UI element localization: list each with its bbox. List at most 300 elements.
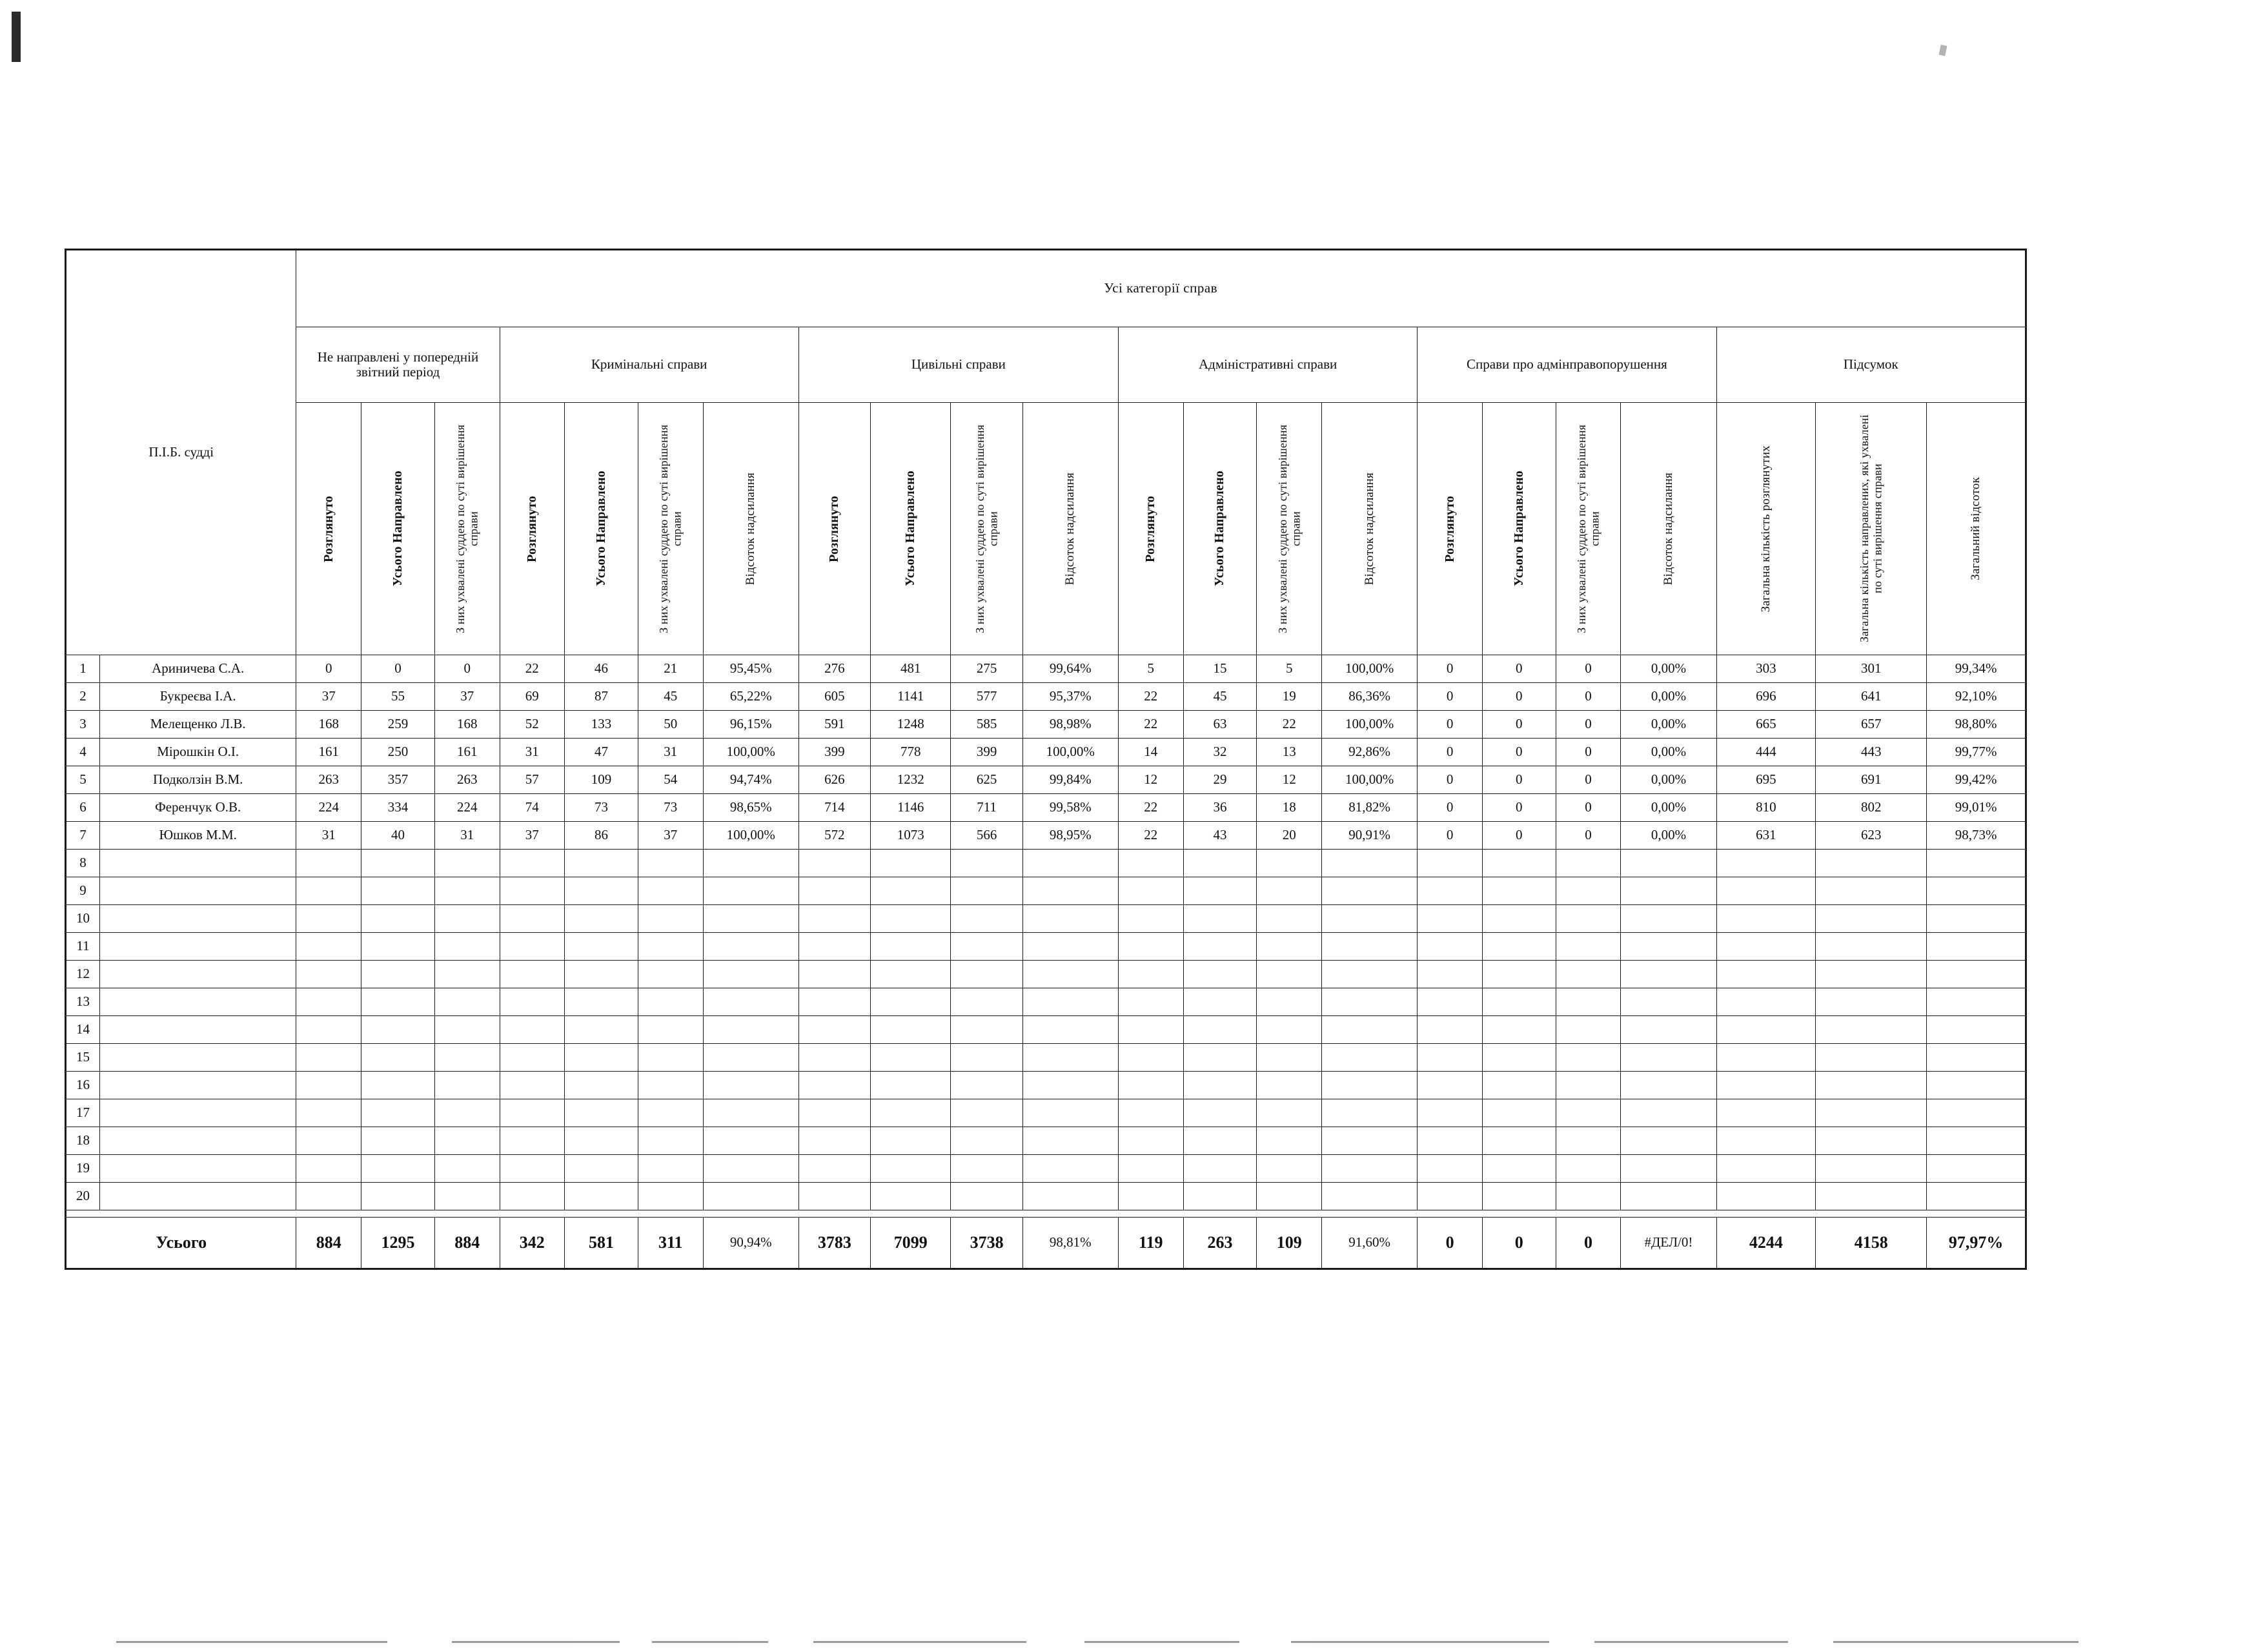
table-cell: 224 (434, 794, 500, 822)
table-cell: 65,22% (703, 683, 798, 711)
row-number: 7 (66, 822, 100, 850)
table-cell: 57 (500, 766, 565, 794)
table-cell (1816, 1127, 1927, 1155)
table-cell (1022, 1099, 1118, 1127)
table-cell (500, 961, 565, 988)
table-cell: 1073 (871, 822, 951, 850)
table-cell (798, 850, 870, 877)
subheader-cell (1816, 403, 1927, 655)
judge-name (99, 1016, 296, 1044)
table-cell (434, 1127, 500, 1155)
table-cell (1022, 961, 1118, 988)
table-cell (1482, 905, 1556, 933)
table-cell: 259 (361, 711, 435, 739)
table-cell (1816, 1044, 1927, 1072)
table-cell: 0 (1418, 683, 1483, 711)
table-cell (1556, 1155, 1621, 1183)
table-cell: 94,74% (703, 766, 798, 794)
table-cell: 0 (1418, 739, 1483, 766)
table-cell (565, 933, 638, 961)
table-cell (703, 1016, 798, 1044)
table-cell: 714 (798, 794, 870, 822)
table-cell (871, 1127, 951, 1155)
table-cell (1556, 988, 1621, 1016)
table-cell: 100,00% (1322, 655, 1418, 683)
table-cell: 40 (361, 822, 435, 850)
table-cell (1556, 850, 1621, 877)
table-cell (1927, 850, 2026, 877)
table-cell (638, 988, 703, 1016)
table-cell: 250 (361, 739, 435, 766)
table-cell: 29 (1183, 766, 1257, 794)
table-row (66, 1155, 2026, 1183)
table-cell: 0 (1418, 711, 1483, 739)
table-cell: 47 (565, 739, 638, 766)
total-cell: 4244 (1716, 1218, 1816, 1269)
subheader-label: Відсоток надсилання (1662, 472, 1676, 586)
table-cell (565, 1044, 638, 1072)
table-cell: 13 (1257, 739, 1322, 766)
table-cell (1322, 961, 1418, 988)
table-cell: 1146 (871, 794, 951, 822)
total-cell: 884 (296, 1218, 361, 1269)
table-cell: 100,00% (1022, 739, 1118, 766)
row-number: 16 (66, 1072, 100, 1099)
table-cell: 0 (1482, 683, 1556, 711)
table-cell: 0 (1556, 711, 1621, 739)
table-cell: 605 (798, 683, 870, 711)
table-cell (1716, 1127, 1816, 1155)
table-cell (1022, 933, 1118, 961)
subheader-cell (565, 403, 638, 655)
spacer-cell (66, 1210, 2026, 1218)
table-cell (565, 1072, 638, 1099)
table-cell: 399 (798, 739, 870, 766)
table-cell (361, 961, 435, 988)
table-cell (1322, 1127, 1418, 1155)
table-cell (1257, 1016, 1322, 1044)
table-cell (638, 1099, 703, 1127)
table-cell (1257, 850, 1322, 877)
table-cell (703, 1155, 798, 1183)
table-cell: 275 (951, 655, 1022, 683)
table-cell (434, 961, 500, 988)
subheader-label: З них ухвалені суддею по суті вирішення справи (657, 424, 684, 633)
table-cell: 99,84% (1022, 766, 1118, 794)
table-cell (1556, 1016, 1621, 1044)
table-cell: 22 (500, 655, 565, 683)
table-cell (1418, 1155, 1483, 1183)
subheader-label: Розглянуто (1442, 495, 1457, 562)
table-cell (1716, 1183, 1816, 1210)
table-cell (798, 961, 870, 988)
table-cell (1716, 1155, 1816, 1183)
table-cell (500, 850, 565, 877)
total-cell: 263 (1183, 1218, 1257, 1269)
subheader-label: Усього Направлено (1212, 471, 1227, 587)
table-cell (1257, 1155, 1322, 1183)
table-cell: 444 (1716, 739, 1816, 766)
total-cell: 0 (1556, 1218, 1621, 1269)
table-cell (434, 850, 500, 877)
table-cell (1022, 1155, 1118, 1183)
table-cell: 0 (1482, 766, 1556, 794)
table-cell (434, 1044, 500, 1072)
row-number: 5 (66, 766, 100, 794)
table-cell (798, 1016, 870, 1044)
table-cell (1621, 1099, 1716, 1127)
table-cell: 0,00% (1621, 739, 1716, 766)
table-row (66, 1183, 2026, 1210)
table-cell (1816, 988, 1927, 1016)
table-cell (1556, 905, 1621, 933)
table-cell (703, 933, 798, 961)
judge-name (99, 988, 296, 1016)
table-cell (565, 988, 638, 1016)
table-cell: 81,82% (1322, 794, 1418, 822)
table-cell (565, 1155, 638, 1183)
judge-name (99, 1099, 296, 1127)
table-cell (1927, 877, 2026, 905)
table-row (66, 877, 2026, 905)
judge-name: Мелещенко Л.В. (99, 711, 296, 739)
table-cell: 5 (1118, 655, 1183, 683)
table-cell (798, 877, 870, 905)
total-cell: 3783 (798, 1218, 870, 1269)
table-row (66, 739, 2026, 766)
table-cell (1816, 1183, 1927, 1210)
table-cell (1118, 1127, 1183, 1155)
table-row (66, 1016, 2026, 1044)
table-cell: 0 (1418, 822, 1483, 850)
subheader-label: Розглянуто (827, 495, 842, 562)
judge-name (99, 1072, 296, 1099)
judge-name: Ференчук О.В. (99, 794, 296, 822)
table-row (66, 655, 2026, 683)
table-row (66, 1072, 2026, 1099)
table-cell: 0,00% (1621, 766, 1716, 794)
table-cell (638, 1072, 703, 1099)
table-cell (434, 877, 500, 905)
table-cell (1482, 850, 1556, 877)
table-cell (1621, 961, 1716, 988)
table-cell: 591 (798, 711, 870, 739)
subheader-label: Усього Направлено (903, 471, 918, 587)
table-cell: 98,65% (703, 794, 798, 822)
table-cell (1816, 1099, 1927, 1127)
table-cell (1621, 1044, 1716, 1072)
table-cell: 631 (1716, 822, 1816, 850)
table-cell (1257, 933, 1322, 961)
scan-edge-mark (12, 12, 21, 62)
table-cell (500, 1183, 565, 1210)
table-cell: 37 (500, 822, 565, 850)
table-cell: 15 (1183, 655, 1257, 683)
table-cell (638, 877, 703, 905)
total-cell: 581 (565, 1218, 638, 1269)
table-cell (296, 988, 361, 1016)
table-cell (1482, 933, 1556, 961)
table-cell (1556, 1183, 1621, 1210)
table-cell (1482, 1155, 1556, 1183)
judge-name: Букреєва І.А. (99, 683, 296, 711)
row-number: 18 (66, 1127, 100, 1155)
table-cell (361, 1127, 435, 1155)
subheader-label: Відсоток надсилання (744, 472, 758, 586)
table-cell: 626 (798, 766, 870, 794)
table-cell: 168 (434, 711, 500, 739)
row-number: 3 (66, 711, 100, 739)
table-cell: 0 (1556, 739, 1621, 766)
table-cell: 19 (1257, 683, 1322, 711)
row-number: 17 (66, 1099, 100, 1127)
table-cell (1556, 961, 1621, 988)
total-cell: 311 (638, 1218, 703, 1269)
table-cell (1418, 850, 1483, 877)
table-cell (798, 1183, 870, 1210)
table-cell (361, 1183, 435, 1210)
table-cell: 36 (1183, 794, 1257, 822)
table-cell (1716, 850, 1816, 877)
table-row (66, 794, 2026, 822)
table-cell: 1232 (871, 766, 951, 794)
row-number: 20 (66, 1183, 100, 1210)
table-cell (296, 961, 361, 988)
table-cell (1322, 1044, 1418, 1072)
table-cell (434, 1183, 500, 1210)
table-cell (638, 961, 703, 988)
subheader-cell (951, 403, 1022, 655)
table-cell: 0 (1556, 766, 1621, 794)
table-cell: 37 (434, 683, 500, 711)
table-cell (500, 905, 565, 933)
table-cell (1022, 905, 1118, 933)
table-row (66, 766, 2026, 794)
table-cell: 665 (1716, 711, 1816, 739)
table-cell: 0 (434, 655, 500, 683)
table-cell (1322, 1155, 1418, 1183)
table-cell (1927, 1183, 2026, 1210)
table-cell: 92,86% (1322, 739, 1418, 766)
table-cell (638, 1044, 703, 1072)
subheader-label: З них ухвалені суддею по суті вирішення справи (1574, 424, 1601, 633)
table-cell (1716, 988, 1816, 1016)
table-cell (871, 1155, 951, 1183)
row-number: 10 (66, 905, 100, 933)
judge-name (99, 1155, 296, 1183)
subheader-cell (361, 403, 435, 655)
table-cell: 0,00% (1621, 655, 1716, 683)
table-cell (565, 877, 638, 905)
total-cell: 884 (434, 1218, 500, 1269)
table-cell (1927, 933, 2026, 961)
table-cell: 22 (1118, 711, 1183, 739)
table-cell (1816, 933, 1927, 961)
table-cell (638, 933, 703, 961)
table-cell (798, 988, 870, 1016)
all-categories-header: Усі категорії справ (296, 250, 2026, 327)
subheader-label: З них ухвалені суддею по суті вирішення справи (973, 424, 1000, 633)
table-cell (951, 1016, 1022, 1044)
table-cell: 161 (296, 739, 361, 766)
table-cell: 0,00% (1621, 794, 1716, 822)
table-cell: 263 (296, 766, 361, 794)
table-cell (1118, 1155, 1183, 1183)
subheader-cell (871, 403, 951, 655)
table-cell: 45 (638, 683, 703, 711)
table-cell (951, 1155, 1022, 1183)
scan-speck (1938, 45, 1947, 56)
table-cell: 46 (565, 655, 638, 683)
table-cell: 657 (1816, 711, 1927, 739)
table-cell (871, 961, 951, 988)
table-cell (1118, 1016, 1183, 1044)
table-cell (871, 1044, 951, 1072)
table-cell (638, 1127, 703, 1155)
table-cell (1257, 905, 1322, 933)
table-cell (703, 1183, 798, 1210)
table-cell: 73 (638, 794, 703, 822)
table-cell (703, 877, 798, 905)
table-cell (434, 1099, 500, 1127)
subheader-cell (798, 403, 870, 655)
table-cell: 50 (638, 711, 703, 739)
table-cell: 5 (1257, 655, 1322, 683)
table-cell: 0 (1418, 655, 1483, 683)
table-cell (1118, 1044, 1183, 1072)
subheader-label: Загальна кількість розглянутих (1758, 445, 1773, 613)
subheader-label: Усього Направлено (594, 471, 609, 587)
subheader-cell (1621, 403, 1716, 655)
judge-name (99, 933, 296, 961)
table-cell: 74 (500, 794, 565, 822)
table-cell: 100,00% (1322, 711, 1418, 739)
table-cell: 224 (296, 794, 361, 822)
table-cell (1621, 905, 1716, 933)
table-cell (1927, 961, 2026, 988)
table-cell (871, 1099, 951, 1127)
table-cell: 32 (1183, 739, 1257, 766)
table-cell (1556, 877, 1621, 905)
table-cell: 0 (1556, 683, 1621, 711)
table-cell (1927, 1099, 2026, 1127)
table-cell: 69 (500, 683, 565, 711)
table-cell: 695 (1716, 766, 1816, 794)
table-cell (1183, 1016, 1257, 1044)
table-cell (1183, 850, 1257, 877)
total-cell: 0 (1418, 1218, 1483, 1269)
table-cell (951, 1099, 1022, 1127)
table-cell (951, 961, 1022, 988)
header-row-subheaders (66, 403, 2026, 655)
table-cell (1621, 1127, 1716, 1155)
row-number: 4 (66, 739, 100, 766)
table-cell (296, 850, 361, 877)
table-cell (1418, 1183, 1483, 1210)
table-cell (951, 933, 1022, 961)
table-cell (638, 1183, 703, 1210)
table-cell (638, 1016, 703, 1044)
table-cell (1556, 1099, 1621, 1127)
table-cell: 357 (361, 766, 435, 794)
judge-name: Мірошкін О.І. (99, 739, 296, 766)
table-cell (1418, 1127, 1483, 1155)
table-cell (871, 850, 951, 877)
table-row (66, 822, 2026, 850)
row-number: 9 (66, 877, 100, 905)
table-cell (1621, 1155, 1716, 1183)
table-cell (434, 933, 500, 961)
table-cell (1183, 905, 1257, 933)
table-cell: 22 (1118, 822, 1183, 850)
subheader-label: Усього Направлено (1511, 471, 1526, 587)
table-cell (871, 1072, 951, 1099)
table-cell (1257, 988, 1322, 1016)
table-cell: 37 (638, 822, 703, 850)
table-cell (500, 933, 565, 961)
table-body (66, 655, 2026, 1269)
table-cell: 14 (1118, 739, 1183, 766)
table-cell (1322, 877, 1418, 905)
table-cell (1022, 1183, 1118, 1210)
table-cell: 31 (638, 739, 703, 766)
row-number: 1 (66, 655, 100, 683)
table-cell (565, 1099, 638, 1127)
table-cell (434, 905, 500, 933)
table-cell (1118, 1183, 1183, 1210)
table-cell: 99,77% (1927, 739, 2026, 766)
subheader-cell (1118, 403, 1183, 655)
table-cell (1927, 905, 2026, 933)
total-cell: 0 (1482, 1218, 1556, 1269)
table-cell (1816, 850, 1927, 877)
table-cell (703, 850, 798, 877)
table-cell (1322, 988, 1418, 1016)
judge-name (99, 850, 296, 877)
table-cell: 0 (296, 655, 361, 683)
table-cell: 99,64% (1022, 655, 1118, 683)
table-cell (1716, 961, 1816, 988)
table-cell (1257, 961, 1322, 988)
table-cell: 22 (1118, 683, 1183, 711)
subheader-cell (1257, 403, 1322, 655)
table-cell (361, 1016, 435, 1044)
subheader-label: Загальний відсоток (1969, 477, 1983, 580)
table-cell (1556, 1072, 1621, 1099)
table-cell (1183, 1127, 1257, 1155)
table-cell: 99,34% (1927, 655, 2026, 683)
subheader-cell (703, 403, 798, 655)
table-cell: 0,00% (1621, 822, 1716, 850)
table-cell (1118, 988, 1183, 1016)
table-cell (1418, 961, 1483, 988)
table-cell (296, 1155, 361, 1183)
table-row (66, 1127, 2026, 1155)
subheader-cell (1927, 403, 2026, 655)
total-cell: 91,60% (1322, 1218, 1418, 1269)
table-cell (1322, 1072, 1418, 1099)
table-cell (1322, 905, 1418, 933)
table-cell: 711 (951, 794, 1022, 822)
table-cell (871, 877, 951, 905)
subheader-cell (500, 403, 565, 655)
table-cell (951, 877, 1022, 905)
table-cell: 802 (1816, 794, 1927, 822)
table-cell: 98,98% (1022, 711, 1118, 739)
table-cell (565, 1127, 638, 1155)
total-label: Усього (66, 1218, 296, 1269)
table-cell (1022, 1072, 1118, 1099)
